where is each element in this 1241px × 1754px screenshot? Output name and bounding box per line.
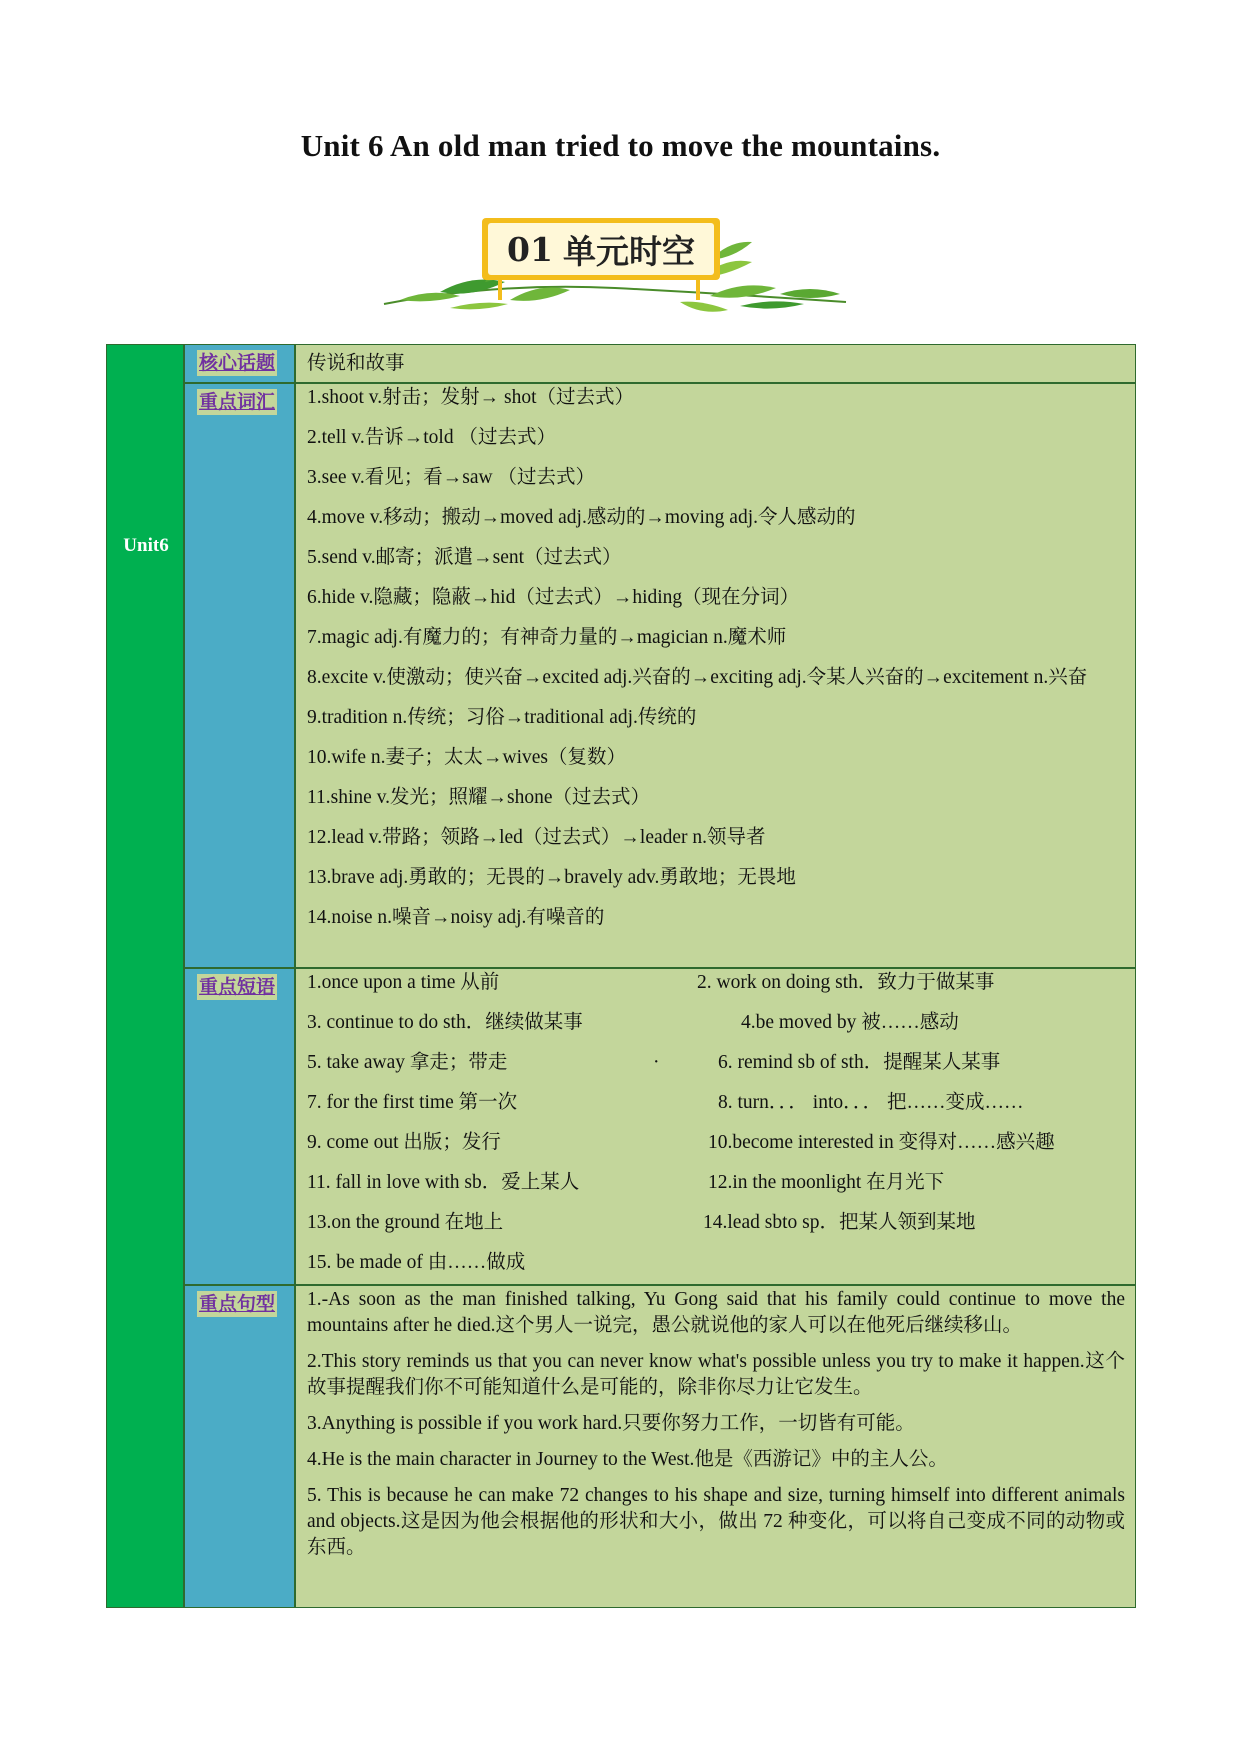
- phrases-label-cell: [184, 968, 295, 1285]
- vocab-content-cell: [295, 383, 1136, 968]
- sentences-list: [307, 1287, 1125, 1561]
- phrases-label: 重点短语: [199, 976, 276, 998]
- sentences-label: 重点句型: [199, 1293, 276, 1315]
- vocab-item: 7.magic adj.有魔力的；有神奇力量的→magician n.魔术师: [307, 627, 787, 648]
- banner-number: 01: [507, 229, 553, 269]
- phrase-row: [307, 970, 1125, 1010]
- vocab-label-cell: [184, 383, 295, 968]
- vocab-item: 4.move v.移动；搬动→moved adj.感动的→moving adj.令人感动的: [307, 507, 856, 528]
- stray-dot: ·: [653, 1052, 660, 1073]
- topic-text: 传说和故事: [307, 353, 405, 374]
- phrase-right: 12.in the moonlight 在月光下: [708, 1172, 945, 1193]
- summary-table: [106, 344, 1136, 1608]
- banner-label: 单元时空: [562, 231, 695, 271]
- phrase-right: 10.become interested in 变得对……感兴趣: [708, 1132, 1055, 1153]
- section-banner: [380, 212, 850, 328]
- topic-label: 核心话题: [199, 352, 276, 374]
- vocab-item: 2.tell v.告诉→told （过去式）: [307, 427, 556, 448]
- phrase-right: 14.lead sbto sp．把某人领到某地: [703, 1212, 976, 1233]
- phrase-left: 3. continue to do sth．继续做某事: [307, 1012, 583, 1033]
- sentence-item: 4.He is the main character in Journey to the West.他是《西游记》中的主人公。: [307, 1449, 948, 1470]
- phrase-left: 11. fall in love with sb．爱上某人: [307, 1172, 580, 1193]
- phrase-left: 5. take away 拿走；带走: [307, 1052, 508, 1073]
- phrase-row: [307, 1130, 1125, 1170]
- sentence-item: 2.This story reminds us that you can never know what's possible unless you try to make it happen.这个故事提醒我们你不可能知道什么是可能的，除非你尽力让它发生。: [307, 1351, 1125, 1398]
- phrase-row: [307, 1050, 1125, 1090]
- topic-content-cell: [295, 344, 1136, 383]
- phrases-content-cell: [295, 968, 1136, 1285]
- vocab-item: 14.noise n.噪音→noisy adj.有噪音的: [307, 907, 605, 928]
- phrase-left: 1.once upon a time 从前: [307, 972, 500, 993]
- phrase-left: 9. come out 出版；发行: [307, 1132, 501, 1153]
- banner-box: [482, 218, 720, 280]
- phrase-row: [307, 1010, 1125, 1050]
- phrases-list: [307, 970, 1125, 1290]
- phrase-row: [307, 1090, 1125, 1130]
- phrase-row: [307, 1170, 1125, 1210]
- unit-label: Unit6: [123, 535, 169, 556]
- page-title: Unit 6 An old man tried to move the mountains.: [300, 128, 941, 163]
- sentences-content-cell: [295, 1285, 1136, 1608]
- vocab-label: 重点词汇: [199, 391, 276, 413]
- phrase-right: 8. turn．．． into．．． 把……变成……: [718, 1092, 1024, 1113]
- vocab-item: 10.wife n.妻子；太太→wives（复数）: [307, 747, 627, 768]
- vocab-item: 11.shine v.发光；照耀→shone（过去式）: [307, 787, 651, 808]
- phrase-left: 7. for the first time 第一次: [307, 1092, 518, 1113]
- vocab-item: 13.brave adj.勇敢的；无畏的→bravely adv.勇敢地；无畏地: [307, 867, 796, 888]
- vocab-item: 1.shoot v.射击；发射→ shot（过去式）: [307, 387, 634, 408]
- phrase-row: [307, 1250, 1125, 1290]
- phrase-right: 2. work on doing sth．致力于做某事: [697, 972, 995, 993]
- vocab-item: 3.see v.看见；看→saw （过去式）: [307, 467, 595, 488]
- sentence-item: 5. This is because he can make 72 changes to his shape and size, turning himself into different animals and objects.这是因为他会根据他的形状和大小，做出 72 种变化，可以将自己变成不同的动物或东西。: [307, 1485, 1125, 1558]
- sentence-item: 1.-As soon as the man finished talking, Yu Gong said that his family could continue to move the mountains after he died.这个男人一说完，愚公就说他的家人可以在他死后继续移山。: [307, 1289, 1125, 1336]
- vocab-item: 8.excite v.使激动；使兴奋→excited adj.兴奋的→exciting adj.令某人兴奋的→excitement n.兴奋: [307, 667, 1088, 688]
- sentences-label-cell: [184, 1285, 295, 1608]
- sentence-item: 3.Anything is possible if you work hard.只要你努力工作，一切皆有可能。: [307, 1413, 915, 1434]
- phrase-right: 6. remind sb of sth．提醒某人某事: [718, 1052, 1001, 1073]
- topic-label-cell: [184, 344, 295, 383]
- phrase-left: 13.on the ground 在地上: [307, 1212, 504, 1233]
- vocab-item: 12.lead v.带路；领路→led（过去式）→leader n.领导者: [307, 827, 766, 848]
- phrase-right: 4.be moved by 被……感动: [741, 1012, 959, 1033]
- vocab-item: 6.hide v.隐藏；隐蔽→hid（过去式）→hiding（现在分词）: [307, 587, 800, 608]
- vocab-item: 9.tradition n.传统；习俗→traditional adj.传统的: [307, 707, 697, 728]
- vocab-item: 5.send v.邮寄；派遣→sent（过去式）: [307, 547, 622, 568]
- vocab-list: [307, 385, 1125, 931]
- unit-cell: [106, 344, 184, 1608]
- phrase-left: 15. be made of 由……做成: [307, 1252, 526, 1273]
- phrase-row: [307, 1210, 1125, 1250]
